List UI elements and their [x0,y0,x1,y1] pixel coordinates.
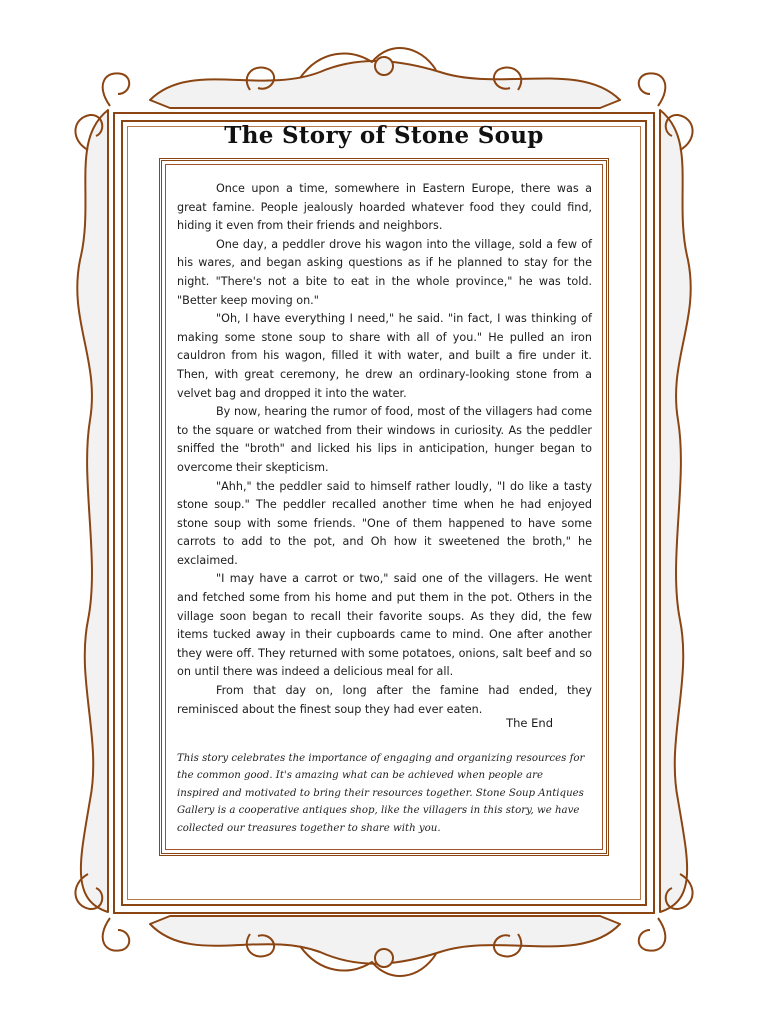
left-scroll-ornament [77,110,108,912]
story-text [177,180,592,719]
story-paragraph: From that day on, long after the famine had ended, they reminisced about the finest soup they had ever eaten. [177,684,592,716]
story-paragraph: "Oh, I have everything I need," he said. "in fact, I was thinking of making some stone soup to share with all of you." He pulled an iron cauldron from his wagon, filled it with water, and built a fire under it. Then, with great ceremony, he drew an ordinary-looking stone from a velvet bag and dropped it into the water. [177,312,592,400]
page-title: The Story of Stone Soup [224,122,544,149]
right-scroll-ornament [660,110,691,912]
story-paragraph: One day, a peddler drove his wagon into the village, sold a few of his wares, and began asking questions as if he planned to stay for the night. "There's not a bite to eat in the whole province," he was told. "Better keep moving on." [177,237,592,307]
story-paragraph: Once upon a time, somewhere in Eastern Europe, there was a great famine. People jealously hoarded whatever food they could find, hiding it even from their friends and neighbors. [177,182,592,233]
gallery-note: This story celebrates the importance of engaging and organizing resources for the common good. It's amazing what can be achieved when people are inspired and motivated to bring their resources together. Stone Soup Antiques Gallery is a cooperative antiques shop, like the villagers in this story, we have collected our treasures together to share with you. [177,753,585,834]
the-end-label: The End [506,716,553,730]
story-paragraph: "Ahh," the peddler said to himself rather loudly, "I do like a tasty stone soup." The peddler recalled another time when he had enjoyed stone soup with some friends. "One of them happened to have some carrots to add to the pot, and Oh how it sweetened the broth," he exclaimed. [177,479,592,567]
story-paragraph: By now, hearing the rumor of food, most of the villagers had come to the square or watched from their windows in curiosity. As the peddler sniffed the "broth" and licked his lips in anticipation, hunger began to overcome their skepticism. [177,405,592,474]
story-paragraph: "I may have a carrot or two," said one of the villagers. He went and fetched some from his home and put them in the pot. Others in the village soon began to recall their favorite soups. As they did, the few items tucked away in their cupboards came to mind. One after another they were off. They returned with some potatoes, onions, salt beef and so on until there was indeed a delicious meal for all. [177,572,592,679]
